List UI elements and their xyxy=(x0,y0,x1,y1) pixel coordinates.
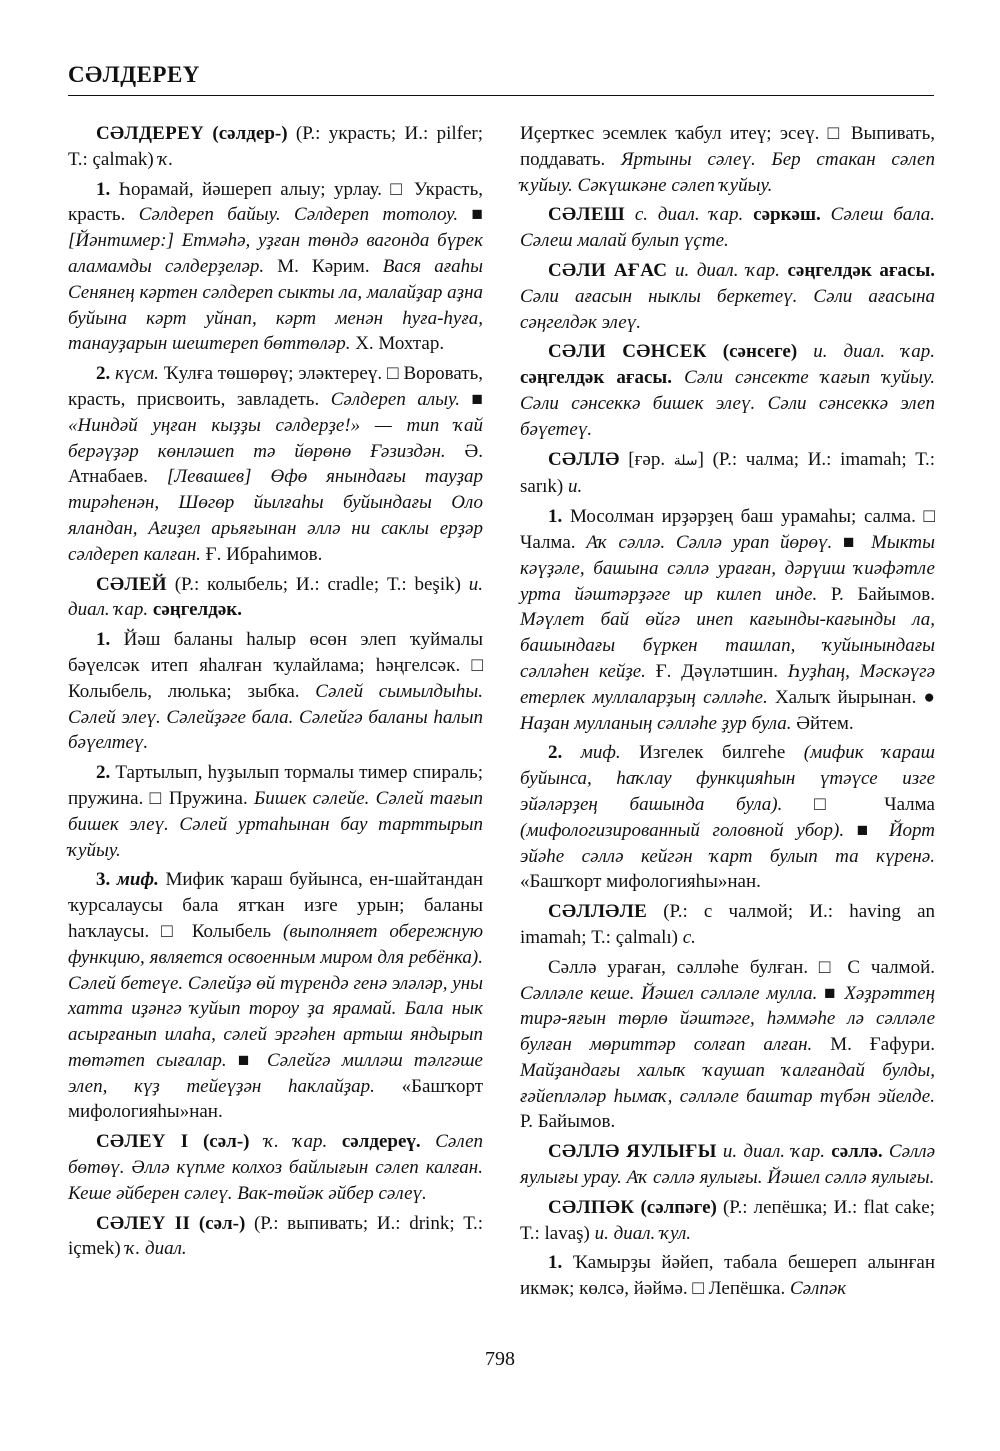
entry-paragraph: СӘЛЕҮ I (сәл-) ҡ. ҡар. сәлдереү. Сәлеп бөтөү. Әллә күпме колхоз байлығын сәлеп калған. Кеше әйберен сәлеү. Вак-төйәк әйбер сәлеү. xyxy=(68,1131,484,1204)
entry-paragraph: 2. Тартылып, һуҙылып тормалы тимер спираль; пружина. □ Пружина. Бишек сәлейе. Сәлей тағып бишек элеү. Сәлей уртаһынан бау тарттырып ҡуйыу. xyxy=(68,762,483,861)
entry-paragraph: Сәллә ураған, сәлләһе булған. □ С чалмой. Сәлләле кеше. Йәшел сәлләле мулла. ■ Хәҙрәттең тирә-яғын төрлө йәштәге, һәммәһе лә сәлләле булған мөриттәр солғап алған. М. Ғафури. Майҙандағы халыҡ ҡаушап ҡалғандай булды, ғәйепләләр һымаҡ, сәлләле баштар түбән эйелде. Р. Байымов. xyxy=(520,956,935,1133)
entry-paragraph: 1. Һорамай, йәшереп алыу; урлау. □ Украсть, красть. Сәлдереп байыу. Сәлдереп тотолоу. ■ [Йәнтимер:] Етмәһә, уҙған төндә вагонда бүрек аламамды сәлдерҙеләр. М. Кәрим. Вася ағаһы Сенянең кәртен сәлдереп сыкты ла, малайҙар аҙна буйына кәрт уйнап, кәрт менән һуға-һуға, танауҙарын шештереп бөттөләр. Х. Мохтар. xyxy=(68,178,483,355)
page-number: 798 xyxy=(485,1348,515,1370)
entry-paragraph: Иҫерткес эсемлек ҡабул итеү; эсеү. □ Выпивать, поддавать. Яртыны сәлеү. Бер стакан сәлеп ҡуйыу. Сәкүшкәне сәлеп ҡуйыу. xyxy=(520,123,935,196)
entry-paragraph: СӘЛЕҮ II (сәл-) (Р.: выпивать; И.: drink; Т.: içmek) ҡ. диал. xyxy=(68,1212,483,1260)
header-rule xyxy=(68,95,934,96)
running-head: СӘЛДЕРЕҮ xyxy=(68,62,200,87)
entry-paragraph: 2. миф. Изгелек билгеһе (мифик ҡараш буйынса, һаҡлау функцияһын үтәүсе изге эйәләрҙең башында була). □ Чалма (мифологизированный головной убор). ■ Йорт эйәһе сәллә кейгән ҡарт булып та күренә. «Башҡорт мифологияһы»нан. xyxy=(520,742,936,893)
entry-paragraph: СӘЛЛӘ ЯУЛЫҒЫ и. диал. ҡар. сәллә. Сәллә яулығы урау. Аҡ сәллә яулығы. Йәшел сәллә яулығы. xyxy=(520,1141,935,1189)
right-column xyxy=(520,121,935,1306)
entry-paragraph: 1. Йәш баланы һалыр өсөн элеп ҡуймалы бәүелсәк итеп яһалған ҡулайлама; һәңгелсәк. □ Колыбель, люлька; зыбка. Сәлей сымылдыһы. Сәлей элеү. Сәлейҙәге бала. Сәлейгә баланы һалып бәүелтеү. xyxy=(68,629,483,754)
entry-paragraph: СӘЛЕШ с. диал. ҡар. сәркәш. Сәлеш бала. Сәлеш малай булып үҫте. xyxy=(520,204,936,252)
entry-paragraph: СӘЛИ СӘНСЕК (сәнсеге) и. диал. ҡар. сәңгелдәк ағасы. Сәли сәнсекте ҡағып ҡуйыу. Сәли сәнсеккә бишек элеү. Сәли сәнсеккә элеп бәүетеү. xyxy=(520,341,935,440)
entry-paragraph: СӘЛДЕРЕҮ (сәлдер-) (Р.: украсть; И.: pilfer; Т.: çalmak) ҡ. xyxy=(68,123,484,170)
entry-paragraph: СӘЛЕЙ (Р.: колыбель; И.: cradle; Т.: beşik) и. диал. ҡар. сәңгелдәк. xyxy=(68,573,483,621)
left-column xyxy=(68,121,483,1266)
entry-paragraph: 3. миф. Мифик ҡараш буйынса, ен-шайтандан ҡурсалаусы бала ятҡан изге урын; баланы һаҡлаусы. □ Колыбель (выполняет обережную функцию, является освоенным миром для ребёнка). Сәлей бетеүе. Сәлейҙә өй түрендә генә эләләр, уны хатта иҙәнгә ҡуйып тороу ҙа ярамай. Бала нык асырғанып илаһа, сәлей эргәһен артыш яндырып төтәтеп сығалар. ■ Сәлейгә милләш тәлгәше элеп, күҙ тейеүҙән һаклайҙар. «Башҡорт мифологияһы»нан. xyxy=(68,869,483,1123)
entry-paragraph: 2. күсм. Ҡулға төшөрөү; эләктереү. □ Воровать, красть, присвоить, завладеть. Сәлдереп алыу. ■ «Ниндәй уңған кыҙҙы сәлдерҙе!» — тип ҡай берәүҙәр көнләшеп тә йөрөнө Ғәзиздән. Ә. Атнабаев. [Левашев] Өфө янындағы тауҙар тирәһенән, Шөгөр йылғаһы буйындағы Оло яландан, Ағиҙел арьяғынан әллә ни саклы ерҙәр сәлдереп калған. Ғ. Ибраһимов. xyxy=(68,363,483,565)
entry-paragraph: СӘЛЛӘЛЕ (Р.: с чалмой; И.: having an imamah; Т.: çalmalı) с. xyxy=(520,901,935,948)
entry-paragraph: СӘЛПӘК (сәлпәге) (Р.: лепёшка; И.: flat cake; Т.: lavaş) и. диал. ҡул. xyxy=(520,1196,936,1244)
entry-paragraph: 1. Ҡамырҙы йәйеп, табала бешереп алынған икмәк; көлсә, йәймә. □ Лепёшка. Сәлпәк xyxy=(520,1252,935,1300)
entry-paragraph: 1. Мосолман ирҙәрҙең баш урамаһы; салма. □ Чалма. Аҡ сәллә. Сәллә урап йөрөү. ■ Мыкты кәүҙәле, башына сәллә ураған, дәрүиш ҡиәфәтле урта йәштәрҙәге ир килеп инде. Р. Байымов. Мәүлет бай өйгә инеп кағынды-кағынды ла, башындағы бүркен ташлап, ҡуйынындағы сәлләһен кейҙе. Ғ. Дәүләтшин. Һуҙһаң, Мәскәүгә етерлек муллаларҙың сәлләһе. Халыҡ йырынан. ● Наҙан мулланың сәлләһе ҙур була. Әйтем. xyxy=(520,506,936,734)
entry-paragraph: СӘЛЛӘ [ғәр. سلة] (Р.: чалма; И.: imamah; Т.: sarık) и. xyxy=(520,448,935,498)
entry-paragraph: СӘЛИ АҒАС и. диал. ҡар. сәңгелдәк ағасы. Сәли ағасын ныклы беркетеү. Сәли ағасына сәңгелдәк элеү. xyxy=(520,259,936,333)
